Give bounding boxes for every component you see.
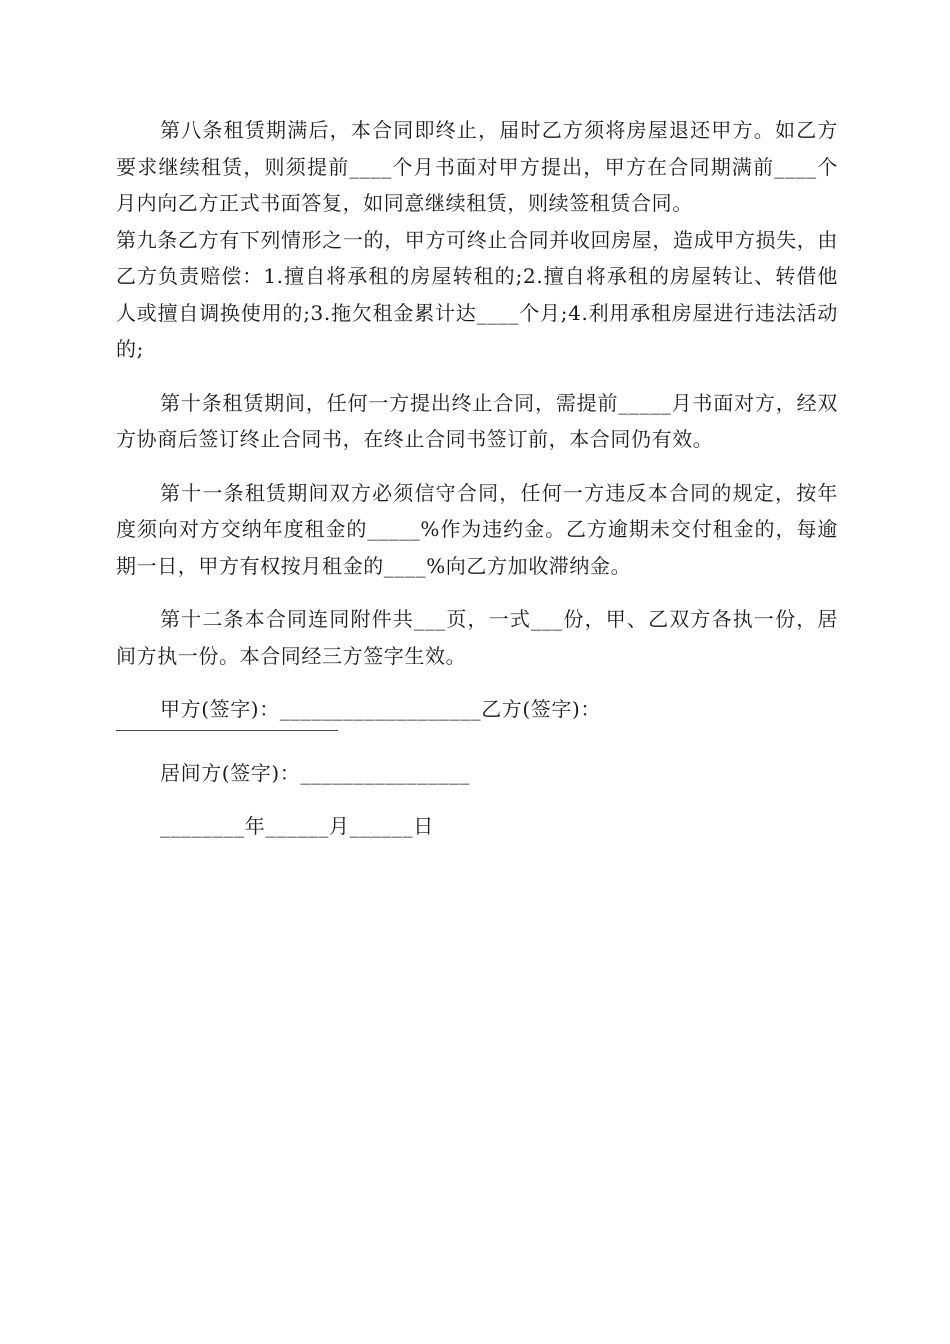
clause-11: 第十一条租赁期间双方必须信守合同，任何一方违反本合同的规定，按年度须向对方交纳年度租金的_____%作为违约金。乙方逾期未交付租金的，每逾期一日，甲方有权按月租金的____%向乙方加收滞纳金。	[116, 480, 838, 578]
clause-9: 第九条乙方有下列情形之一的，甲方可终止合同并收回房屋，造成甲方损失，由乙方负责赔偿：1.擅自将承租的房屋转租的;2.擅自将承租的房屋转让、转借他人或擅自调换使用的;3.拖欠租金累计达____个月;4.利用承租房屋进行违法活动的;	[116, 227, 838, 361]
signature-party-a-b: 甲方(签字)：___________________乙方(签字)：	[160, 697, 602, 721]
contract-body	[116, 112, 838, 845]
signature-line-party-b	[116, 730, 338, 731]
clause-12: 第十二条本合同连同附件共___页，一式___份，甲、乙双方各执一份，居间方执一份。本合同经三方签字生效。	[116, 607, 838, 668]
clause-8: 第八条租赁期满后，本合同即终止，届时乙方须将房屋退还甲方。如乙方要求继续租赁，则须提前____个月书面对甲方提出，甲方在合同期满前____个月内向乙方正式书面答复，如同意继续租赁，则续签租赁合同。	[116, 118, 838, 215]
signature-intermediary: 居间方(签字)：________________	[160, 760, 471, 785]
signature-date: ________年______月______日	[160, 814, 434, 838]
clause-10: 第十条租赁期间，任何一方提出终止合同，需提前_____月书面对方，经双方协商后签订终止合同书，在终止合同书签订前，本合同仍有效。	[116, 390, 838, 451]
